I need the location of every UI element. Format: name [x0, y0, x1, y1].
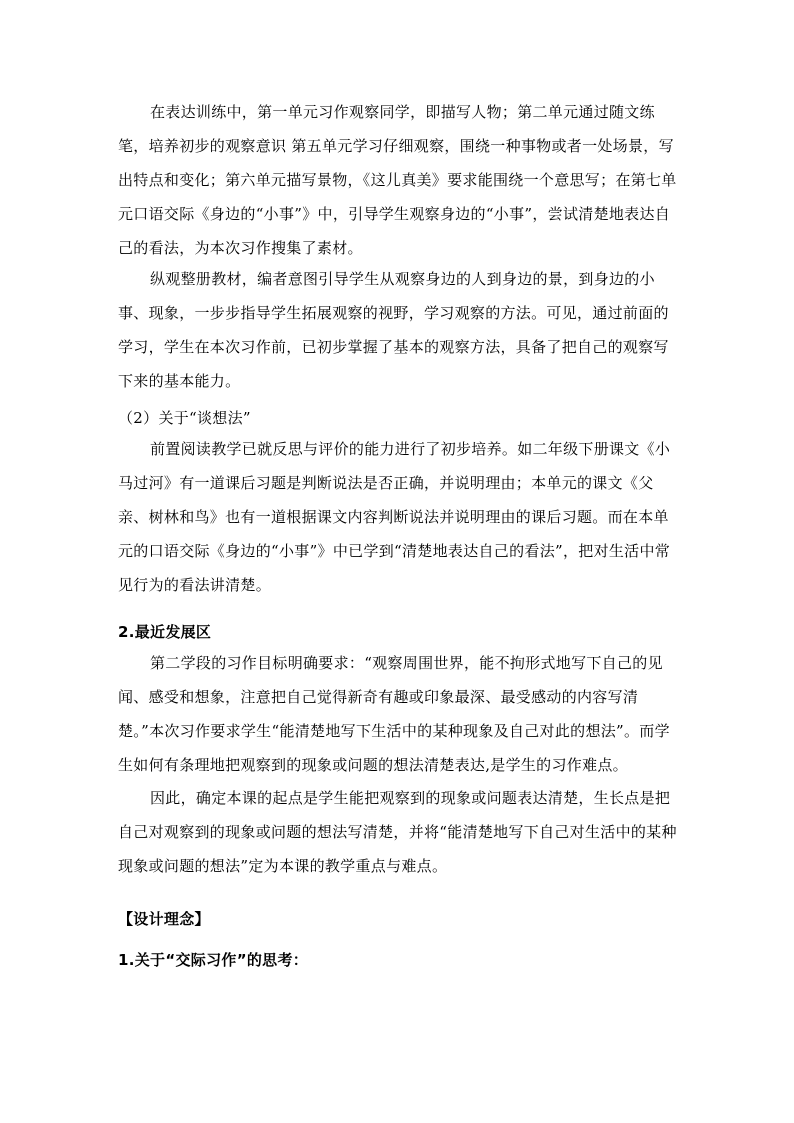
subheading-about-opinions: （2）关于“谈想法”	[118, 409, 251, 427]
paragraph-expression-training: 在表达训练中，第一单元习作观察同学，即描写人物；第二单元通过随文练笔，培养初步的观察意识 第五单元学习仔细观察，围绕一种事物或者一处场景，写出特点和变化；第六单元描写景物，《这儿真美》要求能围绕一个意思写；在第七单元口语交际《身边的“小事”》中，引导学生观察身边的“小事”，尝试清楚地表达自己的看法，为本次习作搜集了素材。	[118, 103, 677, 257]
paragraph-textbook-overview: 纵观整册教材，编者意图引导学生从观察身边的人到身边的景，到身边的小事、现象，一步步指导学生拓展观察的视野，学习观察的方法。可见，通过前面的学习，学生在本次习作前，已初步掌握了基本的观察方法，具备了把自己的观察写下来的基本能力。	[118, 270, 669, 390]
paragraph-starting-point: 因此，确定本课的起点是学生能把观察到的现象或问题表达清楚，生长点是把自己对观察到的现象或问题的想法写清楚，并将“能清楚地写下自己对生活中的某种现象或问题的想法”定为本课的教学重点与难点。	[118, 789, 677, 875]
paragraph-prior-reading: 前置阅读教学已就反思与评价的能力进行了初步培养。如二年级下册课文《小马过河》有一道课后习题是判断说法是否正确，并说明理由；本单元的课文《父亲、树林和鸟》也有一道根据课文内容判断说法并说明理由的课后习题。而在本单元的口语交际《身边的“小事”》中已学到“清楚地表达自己的看法”，把对生活中常见行为的看法讲清楚。	[118, 440, 671, 594]
paragraph-learning-goals: 第二学段的习作目标明确要求：“观察周围世界，能不拘形式地写下自己的见闻、感受和想象，注意把自己觉得新奇有趣或印象最深、最受感动的内容写清楚。”本次习作要求学生“能清楚地写下生活中的某种现象及自己对此的想法”。而学生如何有条理地把观察到的现象或问题的想法清楚表达,是学生的习作难点。	[118, 654, 670, 774]
subheading-communicative-writing: 1.关于“交际习作”的思考：	[118, 951, 309, 969]
section-heading-design-concept: 【设计理念】	[118, 910, 210, 928]
section-heading-zone-of-proximal-development: 2.最近发展区	[118, 623, 212, 641]
